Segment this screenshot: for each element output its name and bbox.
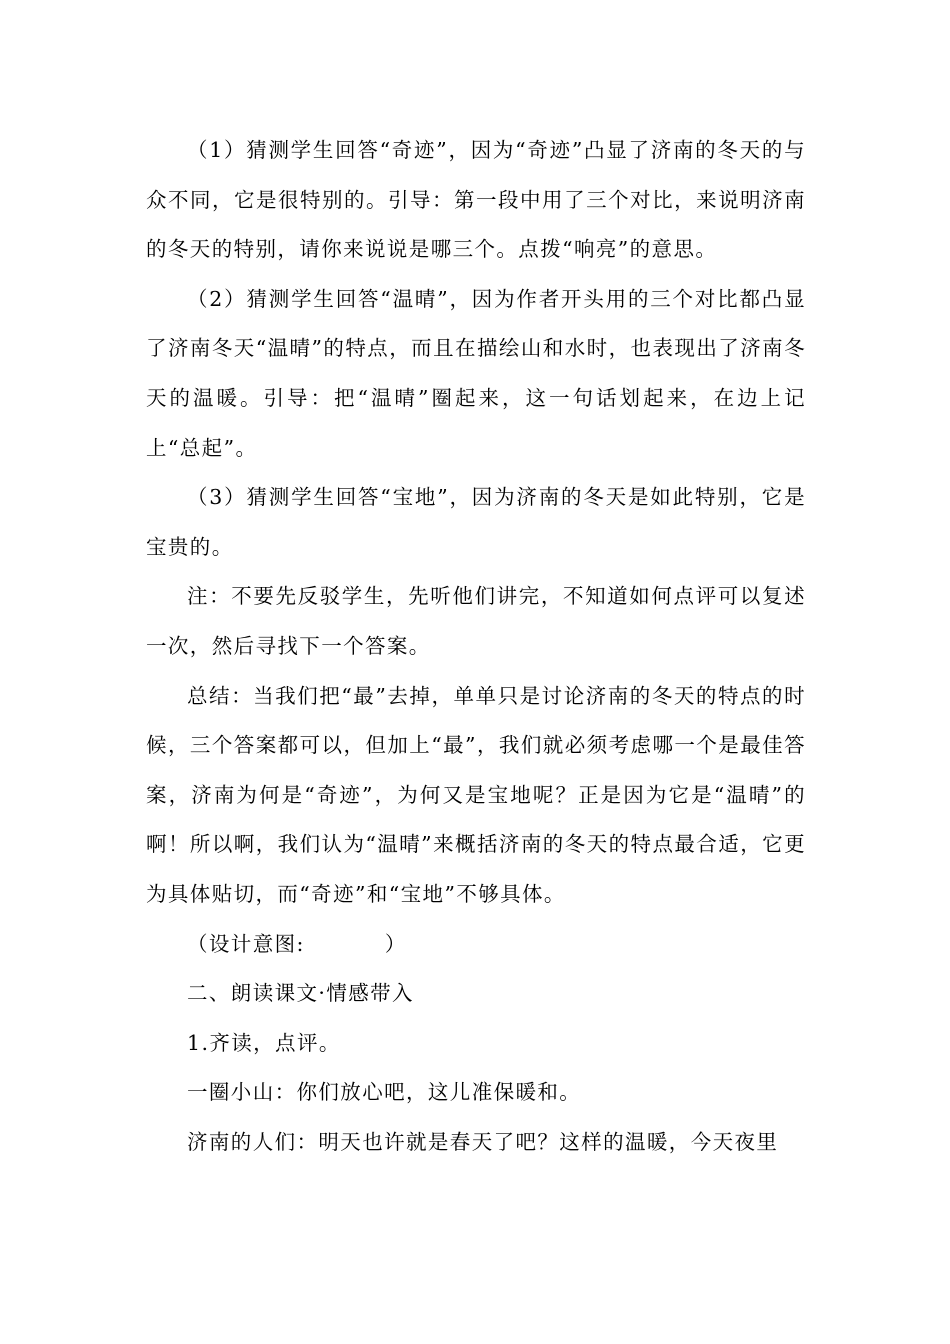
line-people: 济南的人们：明天也许就是春天了吧？这样的温暖，今天夜里 <box>187 1129 779 1154</box>
design-intent-line <box>146 920 806 970</box>
paragraph-summary: 总结：当我们把“最”去掉，单单只是讨论济南的冬天的特点的时候，三个答案都可以，但加上“最”，我们就必须考虑哪一个是最佳答案，济南为何是“奇迹”，为何又是宝地呢？正是因为它是“温晴”的啊！所以啊，我们认为“温晴”来概括济南的冬天的特点最合适，它更为具体贴切，而“奇迹”和“宝地”不够具体。 <box>146 683 806 906</box>
paragraph-guess-treasure-land: （3）猜测学生回答“宝地”，因为济南的冬天是如此特别，它是宝贵的。 <box>146 485 806 559</box>
design-intent-close: ） <box>384 931 407 956</box>
paragraph-guess-warm-sunny: （2）猜测学生回答“温晴”，因为作者开头用的三个对比都凸显了济南冬天“温晴”的特点，而且在描绘山和水时，也表现出了济南冬天的温暖。引导：把“温晴”圈起来，这一句话划起来，在边上记上“总起”。 <box>146 286 806 460</box>
design-intent-open: （设计意图: <box>187 931 305 956</box>
paragraph-guess-miracle: （1）猜测学生回答“奇迹”，因为“奇迹”凸显了济南的冬天的与众不同，它是很特别的。引导：第一段中用了三个对比，来说明济南的冬天的特别，请你来说说是哪三个。点拨“响亮”的意思。 <box>146 138 806 262</box>
document-page <box>146 126 806 1167</box>
paragraph-note: 注：不要先反驳学生，先听他们讲完，不知道如何点评可以复述一次，然后寻找下一个答案。 <box>146 584 806 658</box>
line-hills: 一圈小山：你们放心吧，这儿准保暖和。 <box>187 1080 582 1105</box>
step-1: 1.齐读，点评。 <box>187 1030 341 1055</box>
section-heading: 二、朗读课文·情感带入 <box>187 981 414 1006</box>
